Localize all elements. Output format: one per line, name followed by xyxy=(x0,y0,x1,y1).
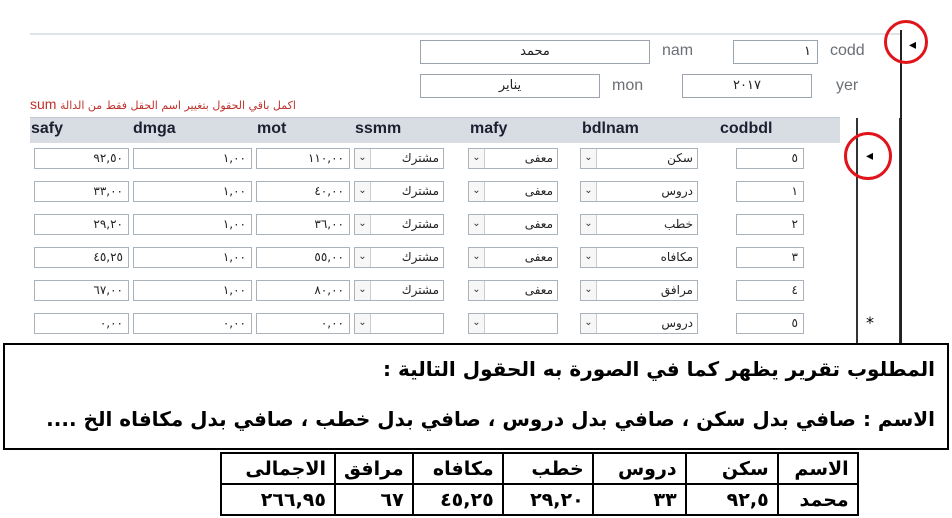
mafy-combo[interactable]: ⌄ معفى xyxy=(468,214,558,235)
chevron-down-icon[interactable]: ⌄ xyxy=(581,281,597,300)
chevron-down-icon[interactable]: ⌄ xyxy=(469,314,485,333)
col-header-mafy: mafy xyxy=(470,120,508,137)
mafy-combo[interactable]: ⌄ معفى xyxy=(468,148,558,169)
col-header-codbdl: codbdl xyxy=(720,120,773,137)
chevron-down-icon[interactable]: ⌄ xyxy=(355,248,371,267)
mot-cell[interactable]: ٠,٠٠ xyxy=(256,313,350,334)
mot-cell[interactable]: ٥٥,٠٠ xyxy=(256,247,350,268)
chevron-down-icon[interactable]: ⌄ xyxy=(355,314,371,333)
dmga-cell[interactable]: ١,٠٠ xyxy=(133,214,252,235)
safy-cell[interactable]: ٩٢,٥٠ xyxy=(34,148,129,169)
triangle-left-icon[interactable]: ◂ xyxy=(866,148,874,164)
mot-cell[interactable]: ٣٦,٠٠ xyxy=(256,214,350,235)
description-line-1: المطلوب تقرير يظهر كما في الصورة به الحقول التالية : xyxy=(382,357,935,381)
bdlnam-combo[interactable]: ⌄ سكن xyxy=(580,148,698,169)
chevron-down-icon[interactable]: ⌄ xyxy=(581,215,597,234)
col-header-bdlnam: bdlnam xyxy=(582,120,639,137)
mafy-combo[interactable]: ⌄ معفى xyxy=(468,247,558,268)
summary-header: مرافق xyxy=(335,453,413,484)
ssmm-combo[interactable] xyxy=(354,313,444,334)
table-row-new[interactable] xyxy=(30,310,900,336)
summary-header: الاسم xyxy=(778,453,858,484)
dmga-cell[interactable]: ٠,٠٠ xyxy=(133,313,252,334)
dmga-cell[interactable]: ١,٠٠ xyxy=(133,247,252,268)
triangle-left-icon[interactable]: ◂ xyxy=(909,37,917,53)
ssmm-combo[interactable]: ⌄ مشترك xyxy=(354,214,444,235)
chevron-down-icon[interactable]: ⌄ xyxy=(469,182,485,201)
mon-field[interactable]: يناير xyxy=(420,74,600,98)
description-panel xyxy=(3,343,949,450)
summary-value: ٦٧ xyxy=(335,484,413,515)
safy-cell[interactable]: ٠,٠٠ xyxy=(34,313,129,334)
bdlnam-combo[interactable]: ⌄ دروس xyxy=(580,313,698,334)
chevron-down-icon[interactable]: ⌄ xyxy=(469,215,485,234)
new-record-icon: * xyxy=(866,313,874,332)
mot-cell[interactable]: ٨٠,٠٠ xyxy=(256,280,350,301)
chevron-down-icon[interactable]: ⌄ xyxy=(581,149,597,168)
nam-label: nam xyxy=(662,42,694,59)
form-right-border xyxy=(900,30,902,343)
chevron-down-icon[interactable]: ⌄ xyxy=(355,182,371,201)
table-row[interactable] xyxy=(30,244,900,270)
chevron-down-icon[interactable]: ⌄ xyxy=(469,248,485,267)
codbdl-cell[interactable]: ٢ xyxy=(736,214,804,235)
ssmm-combo[interactable]: ⌄ مشترك xyxy=(354,247,444,268)
mot-cell[interactable]: ١١٠,٠٠ xyxy=(256,148,350,169)
yer-label: yer xyxy=(836,77,859,94)
codbdl-cell[interactable]: ٥ xyxy=(736,313,804,334)
dmga-cell[interactable]: ١,٠٠ xyxy=(133,280,252,301)
table-row[interactable] xyxy=(30,277,900,303)
yer-field[interactable]: ٢٠١٧ xyxy=(682,74,812,98)
codbdl-cell[interactable]: ١ xyxy=(736,181,804,202)
chevron-down-icon[interactable]: ⌄ xyxy=(355,281,371,300)
codd-label: codd xyxy=(830,42,865,59)
summary-header: مكافاه xyxy=(413,453,503,484)
col-header-mot: mot xyxy=(257,120,287,137)
ssmm-combo[interactable]: ⌄ مشترك xyxy=(354,181,444,202)
bdlnam-combo[interactable]: ⌄ دروس xyxy=(580,181,698,202)
safy-cell[interactable]: ٦٧,٠٠ xyxy=(34,280,129,301)
summary-value: محمد xyxy=(778,484,858,515)
ssmm-combo[interactable]: ⌄ مشترك xyxy=(354,280,444,301)
chevron-down-icon[interactable]: ⌄ xyxy=(355,149,371,168)
bdlnam-combo[interactable]: ⌄ خطب xyxy=(580,214,698,235)
hint-text: اكمل باقي الحقول بتغيير اسم الحقل فقط من الدالة sum xyxy=(30,96,296,112)
description-line-2: الاسم : صافي بدل سكن ، صافي بدل دروس ، صافي بدل خطب ، صافي بدل مكافاه الخ .... xyxy=(46,407,935,431)
codbdl-cell[interactable]: ٣ xyxy=(736,247,804,268)
col-header-ssmm: ssmm xyxy=(355,120,402,137)
mafy-combo[interactable] xyxy=(468,313,558,334)
table-row[interactable] xyxy=(30,178,900,204)
col-header-dmga: dmga xyxy=(133,120,176,137)
summary-header: الاجمالى xyxy=(221,453,335,484)
summary-header-row xyxy=(221,453,858,484)
summary-data-row xyxy=(221,484,858,515)
form-top-border xyxy=(30,33,900,35)
summary-value: ٣٣ xyxy=(593,484,686,515)
chevron-down-icon[interactable]: ⌄ xyxy=(581,314,597,333)
summary-header: خطب xyxy=(503,453,593,484)
chevron-down-icon[interactable]: ⌄ xyxy=(581,248,597,267)
summary-value: ٩٢,٥ xyxy=(686,484,778,515)
ssmm-combo[interactable]: ⌄ مشترك xyxy=(354,148,444,169)
summary-value: ٢٦٦,٩٥ xyxy=(221,484,335,515)
codbdl-cell[interactable]: ٤ xyxy=(736,280,804,301)
summary-value: ٢٩,٢٠ xyxy=(503,484,593,515)
annotation-circle xyxy=(884,20,928,64)
bdlnam-combo[interactable]: ⌄ مكافاه xyxy=(580,247,698,268)
mot-cell[interactable]: ٤٠,٠٠ xyxy=(256,181,350,202)
summary-header: دروس xyxy=(593,453,686,484)
col-header-safy: safy xyxy=(31,120,64,137)
chevron-down-icon[interactable]: ⌄ xyxy=(469,281,485,300)
chevron-down-icon[interactable]: ⌄ xyxy=(469,149,485,168)
summary-header: سكن xyxy=(686,453,778,484)
annotation-circle xyxy=(844,132,892,180)
bdlnam-combo[interactable]: ⌄ مرافق xyxy=(580,280,698,301)
safy-cell[interactable]: ٢٩,٢٠ xyxy=(34,214,129,235)
chevron-down-icon[interactable]: ⌄ xyxy=(581,182,597,201)
mafy-combo[interactable]: ⌄ معفى xyxy=(468,181,558,202)
safy-cell[interactable]: ٤٥,٢٥ xyxy=(34,247,129,268)
mafy-combo[interactable]: ⌄ معفى xyxy=(468,280,558,301)
summary-value: ٤٥,٢٥ xyxy=(413,484,503,515)
dmga-cell[interactable]: ١,٠٠ xyxy=(133,148,252,169)
codd-field[interactable]: ١ xyxy=(733,40,818,64)
dmga-cell[interactable]: ١,٠٠ xyxy=(133,181,252,202)
chevron-down-icon[interactable]: ⌄ xyxy=(355,215,371,234)
safy-cell[interactable]: ٣٣,٠٠ xyxy=(34,181,129,202)
table-row[interactable] xyxy=(30,211,900,237)
nam-field[interactable]: محمد xyxy=(420,40,650,64)
table-row[interactable] xyxy=(30,145,900,171)
mon-label: mon xyxy=(612,77,644,94)
codbdl-cell[interactable]: ٥ xyxy=(736,148,804,169)
summary-table xyxy=(220,452,859,516)
